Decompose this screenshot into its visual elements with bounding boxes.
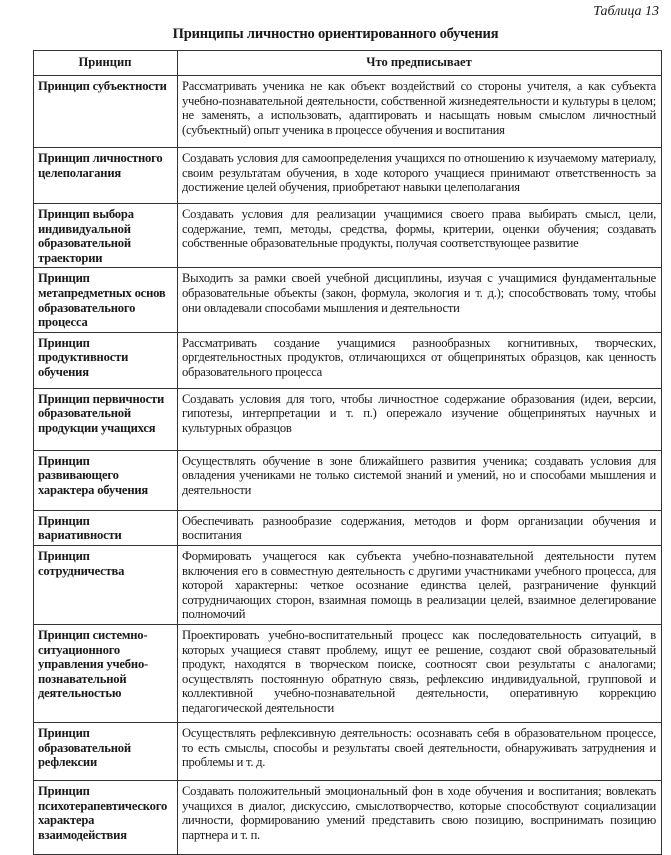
table-row	[34, 780, 662, 854]
table-row	[34, 388, 662, 450]
row-principle: Принцип первичности образовательной продукции учащихся	[34, 388, 178, 450]
table-row	[34, 204, 662, 268]
table-row	[34, 268, 662, 332]
header-principle: Принцип	[34, 51, 178, 76]
row-principle: Принцип выбора индивидуальной образовательной траектории	[34, 204, 178, 268]
row-principle: Принцип личностного целеполагания	[34, 148, 178, 204]
row-principle: Принцип развивающего характера обучения	[34, 450, 178, 510]
table-row	[34, 148, 662, 204]
row-prescription: Создавать условия для реализации учащимися своего права выбирать смысл, цели, содержание, темп, методы, средства, формы, критерии, оценки обучения; создавать собственные образовательные продукты, получая соответствующее развитие	[178, 204, 662, 268]
table-row	[34, 510, 662, 545]
row-prescription: Рассматривать создание учащимися разнообразных когнитивных, творческих, оргдеятельностных продуктов, отличающихся от общепринятых образцов, как ценность образовательного процесса	[178, 332, 662, 388]
row-prescription: Формировать учащегося как субъекта учебно-познавательной деятельности путем включения его в совместную деятельность с другими участниками учебного процесса, для которой характерны: четкое осознание единства целей, разграничение функций сотрудничающих сторон, взаимная помощь в реализации целей, взаимное делегирование полномочий	[178, 545, 662, 624]
row-prescription: Обеспечивать разнообразие содержания, методов и форм организации обучения и воспитания	[178, 510, 662, 545]
row-prescription: Создавать условия для самоопределения учащихся по отношению к изучаемому материалу, своим результатам обучения, в ходе которого учащиеся принимают ответственность за достижение целей обучения, приобретают навыки целеполагания	[178, 148, 662, 204]
table-row	[34, 450, 662, 510]
page-title: Принципы личностно ориентированного обучения	[172, 26, 499, 42]
row-principle: Принцип продуктивности обучения	[34, 332, 178, 388]
row-prescription: Создавать условия для того, чтобы личностное содержание образования (идеи, версии, гипотезы, интерпретации и т. п.) опережало изучение общепринятых научных и культурных образцов	[178, 388, 662, 450]
row-prescription: Создавать положительный эмоциональный фон в ходе обучения и воспитания; вовлекать учащихся в диалог, дискуссию, смыслотворчество, которые способствуют социализации личности, формированию умений представить свою позицию, воспринимать позицию партнера и т. п.	[178, 780, 662, 854]
table-number: Таблица 13	[593, 4, 659, 19]
row-prescription: Осуществлять обучение в зоне ближайшего развития ученика; создавать условия для овладения учениками не только системой знаний и умений, но и способами мышления и деятельности	[178, 450, 662, 510]
row-principle: Принцип сотрудничества	[34, 545, 178, 624]
row-principle: Принцип метапредметных основ образовательного процесса	[34, 268, 178, 332]
row-prescription: Выходить за рамки своей учебной дисциплины, изучая с учащимися фундаментальные образовательные объекты (закон, формула, экология и т. д.); способствовать тому, чтобы они овладевали способами мышления и деятельности	[178, 268, 662, 332]
header-prescription: Что предписывает	[178, 51, 662, 76]
table-row	[34, 76, 662, 148]
row-principle: Принцип субъектности	[34, 76, 178, 148]
table-header-row	[34, 51, 662, 76]
row-prescription: Рассматривать ученика не как объект воздействий со стороны учителя, а как субъекта учебно-познавательной деятельности, собственной жизнедеятельности и культуры в целом; не заменять, а использовать, адаптировать и насыщать новым смыслом личностный (субъектный) опыт ученика в процессе обучения и воспитания	[178, 76, 662, 148]
principles-table	[33, 50, 662, 855]
table-row	[34, 332, 662, 388]
row-prescription: Проектировать учебно-воспитательный процесс как последовательность ситуаций, в которых учащиеся ставят проблему, ищут ее решение, создают свой образовательный продукт, находятся в творческом поиске, соотносят свои результаты с аналогами; осуществлять постоянную обратную связь, рефлексию индивидуальной, групповой и коллективной учебно-познавательной деятельности, оперативную коррекцию педагогической деятельности	[178, 624, 662, 722]
table-row	[34, 545, 662, 624]
table-row	[34, 722, 662, 780]
row-principle: Принцип образовательной рефлексии	[34, 722, 178, 780]
row-prescription: Осуществлять рефлексивную деятельность: осознавать себя в образовательном процессе, то есть смыслы, способы и результаты своей деятельности, обнаруживать затруднения и проблемы и т. д.	[178, 722, 662, 780]
row-principle: Принцип системно-ситуационного управления учебно-познавательной деятельностью	[34, 624, 178, 722]
row-principle: Принцип вариативности	[34, 510, 178, 545]
row-principle: Принцип психотерапевтического характера взаимодействия	[34, 780, 178, 854]
table-row	[34, 624, 662, 722]
